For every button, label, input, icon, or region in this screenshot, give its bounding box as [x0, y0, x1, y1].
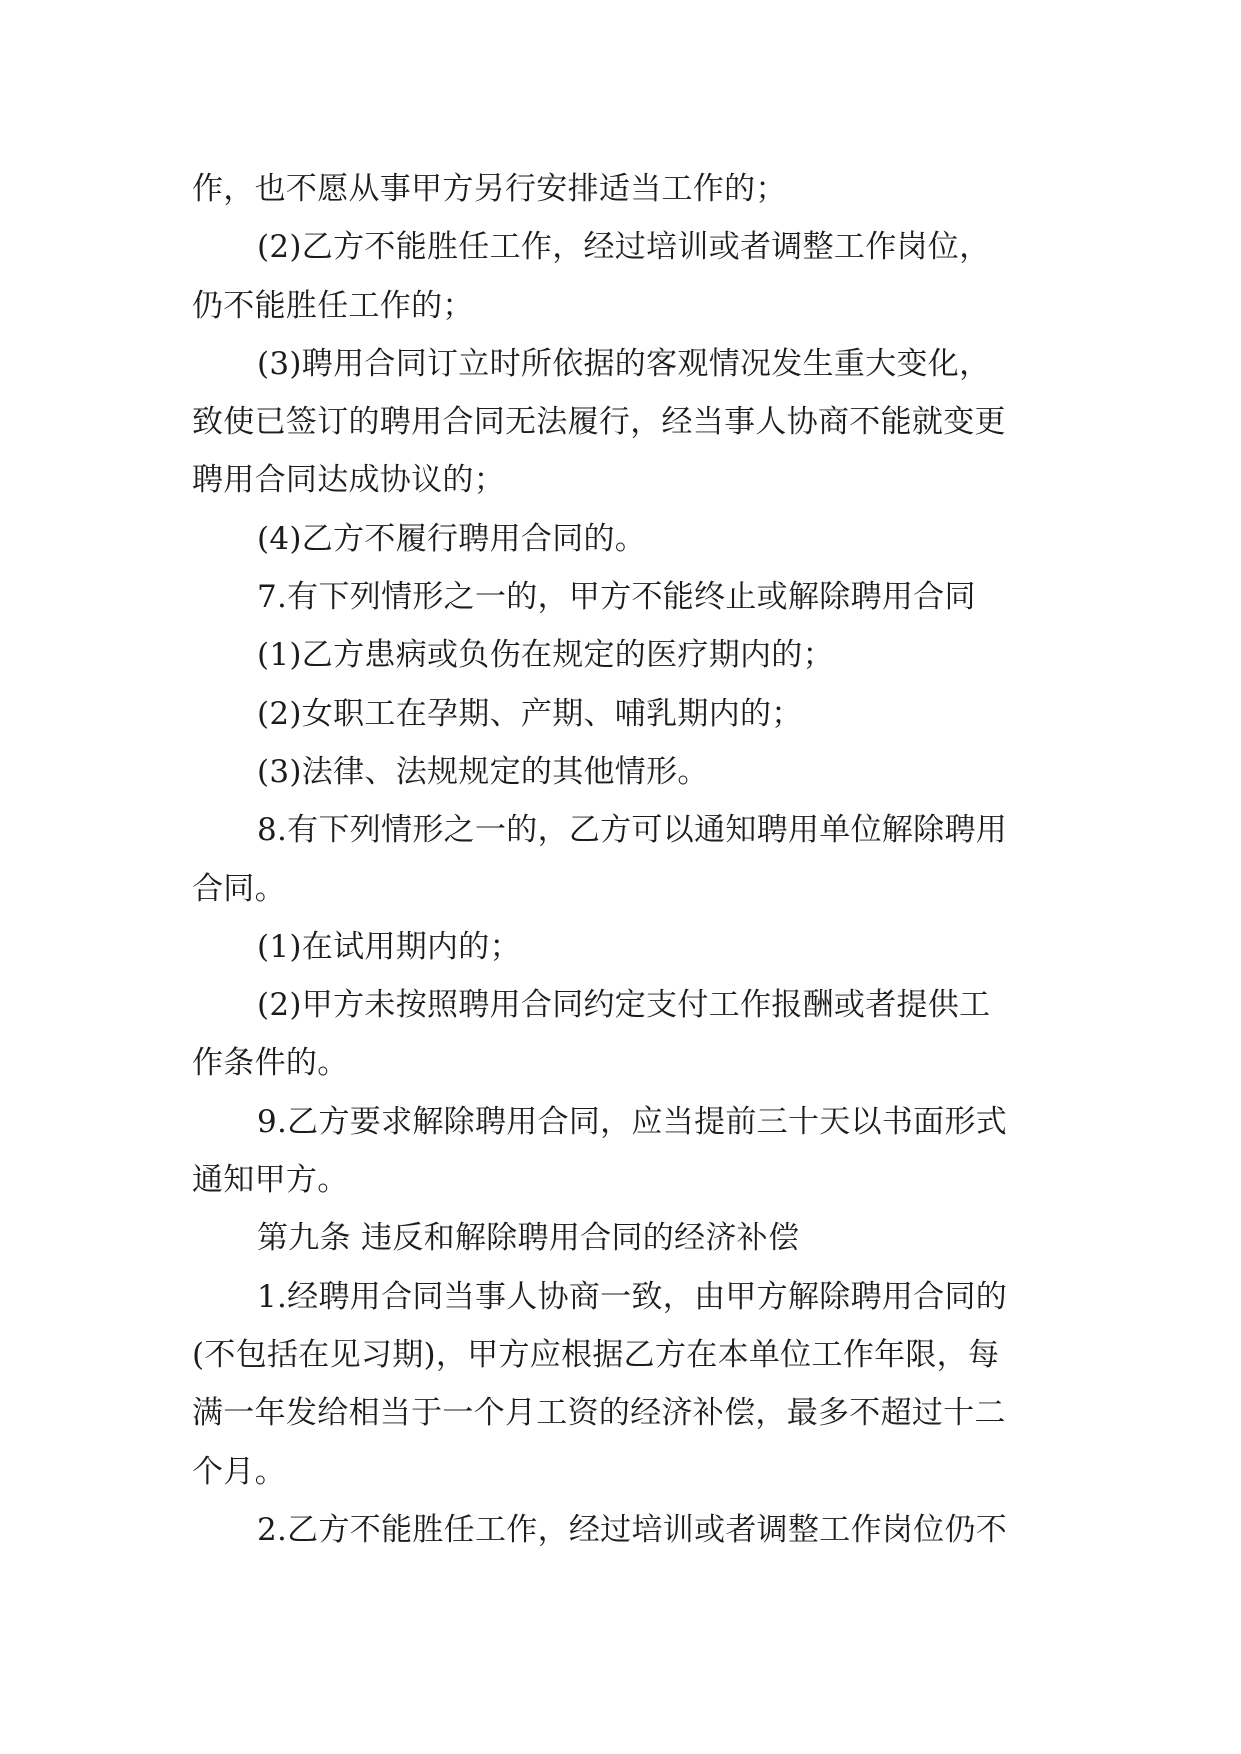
text-line: (不包括在见习期)，甲方应根据乙方在本单位工作年限，每 — [192, 1336, 1000, 1373]
text-line: 1.经聘用合同当事人协商一致，由甲方解除聘用合同的 — [257, 1278, 1008, 1315]
text-line: (3)法律、法规规定的其他情形。 — [257, 753, 709, 790]
text-line: (1)乙方患病或负伤在规定的医疗期内的； — [257, 637, 834, 674]
text-line: (1)在试用期内的； — [257, 928, 521, 965]
text-line: (2)甲方未按照聘用合同约定支付工作报酬或者提供工 — [257, 987, 991, 1024]
text-line: (2)女职工在孕期、产期、哺乳期内的； — [257, 695, 803, 732]
text-line: (3)聘用合同订立时所依据的客观情况发生重大变化， — [257, 345, 991, 382]
text-line: 7.有下列情形之一的，甲方不能终止或解除聘用合同 — [257, 579, 976, 616]
text-line: (2)乙方不能胜任工作，经过培训或者调整工作岗位， — [257, 229, 991, 266]
document-body — [192, 160, 1092, 1559]
text-line: 合同。 — [192, 870, 286, 907]
text-line: 8.有下列情形之一的，乙方可以通知聘用单位解除聘用 — [257, 812, 1008, 849]
text-line: 个月。 — [192, 1453, 286, 1490]
text-line: 9.乙方要求解除聘用合同，应当提前三十天以书面形式 — [257, 1103, 1008, 1140]
text-line: 作，也不愿从事甲方另行安排适当工作的； — [192, 171, 787, 207]
text-line: 通知甲方。 — [192, 1162, 349, 1199]
text-line: 2.乙方不能胜任工作，经过培训或者调整工作岗位仍不 — [257, 1511, 1008, 1548]
text-line: 致使已签订的聘用合同无法履行，经当事人协商不能就变更 — [192, 404, 1006, 441]
section-heading: 第九条 违反和解除聘用合同的经济补偿 — [257, 1220, 800, 1257]
text-line: 满一年发给相当于一个月工资的经济补偿，最多不超过十二 — [192, 1395, 1006, 1432]
text-line: (4)乙方不履行聘用合同的。 — [257, 520, 647, 557]
text-line: 聘用合同达成协议的； — [192, 462, 505, 499]
text-line: 仍不能胜任工作的； — [192, 287, 474, 324]
text-line: 作条件的。 — [192, 1045, 349, 1082]
